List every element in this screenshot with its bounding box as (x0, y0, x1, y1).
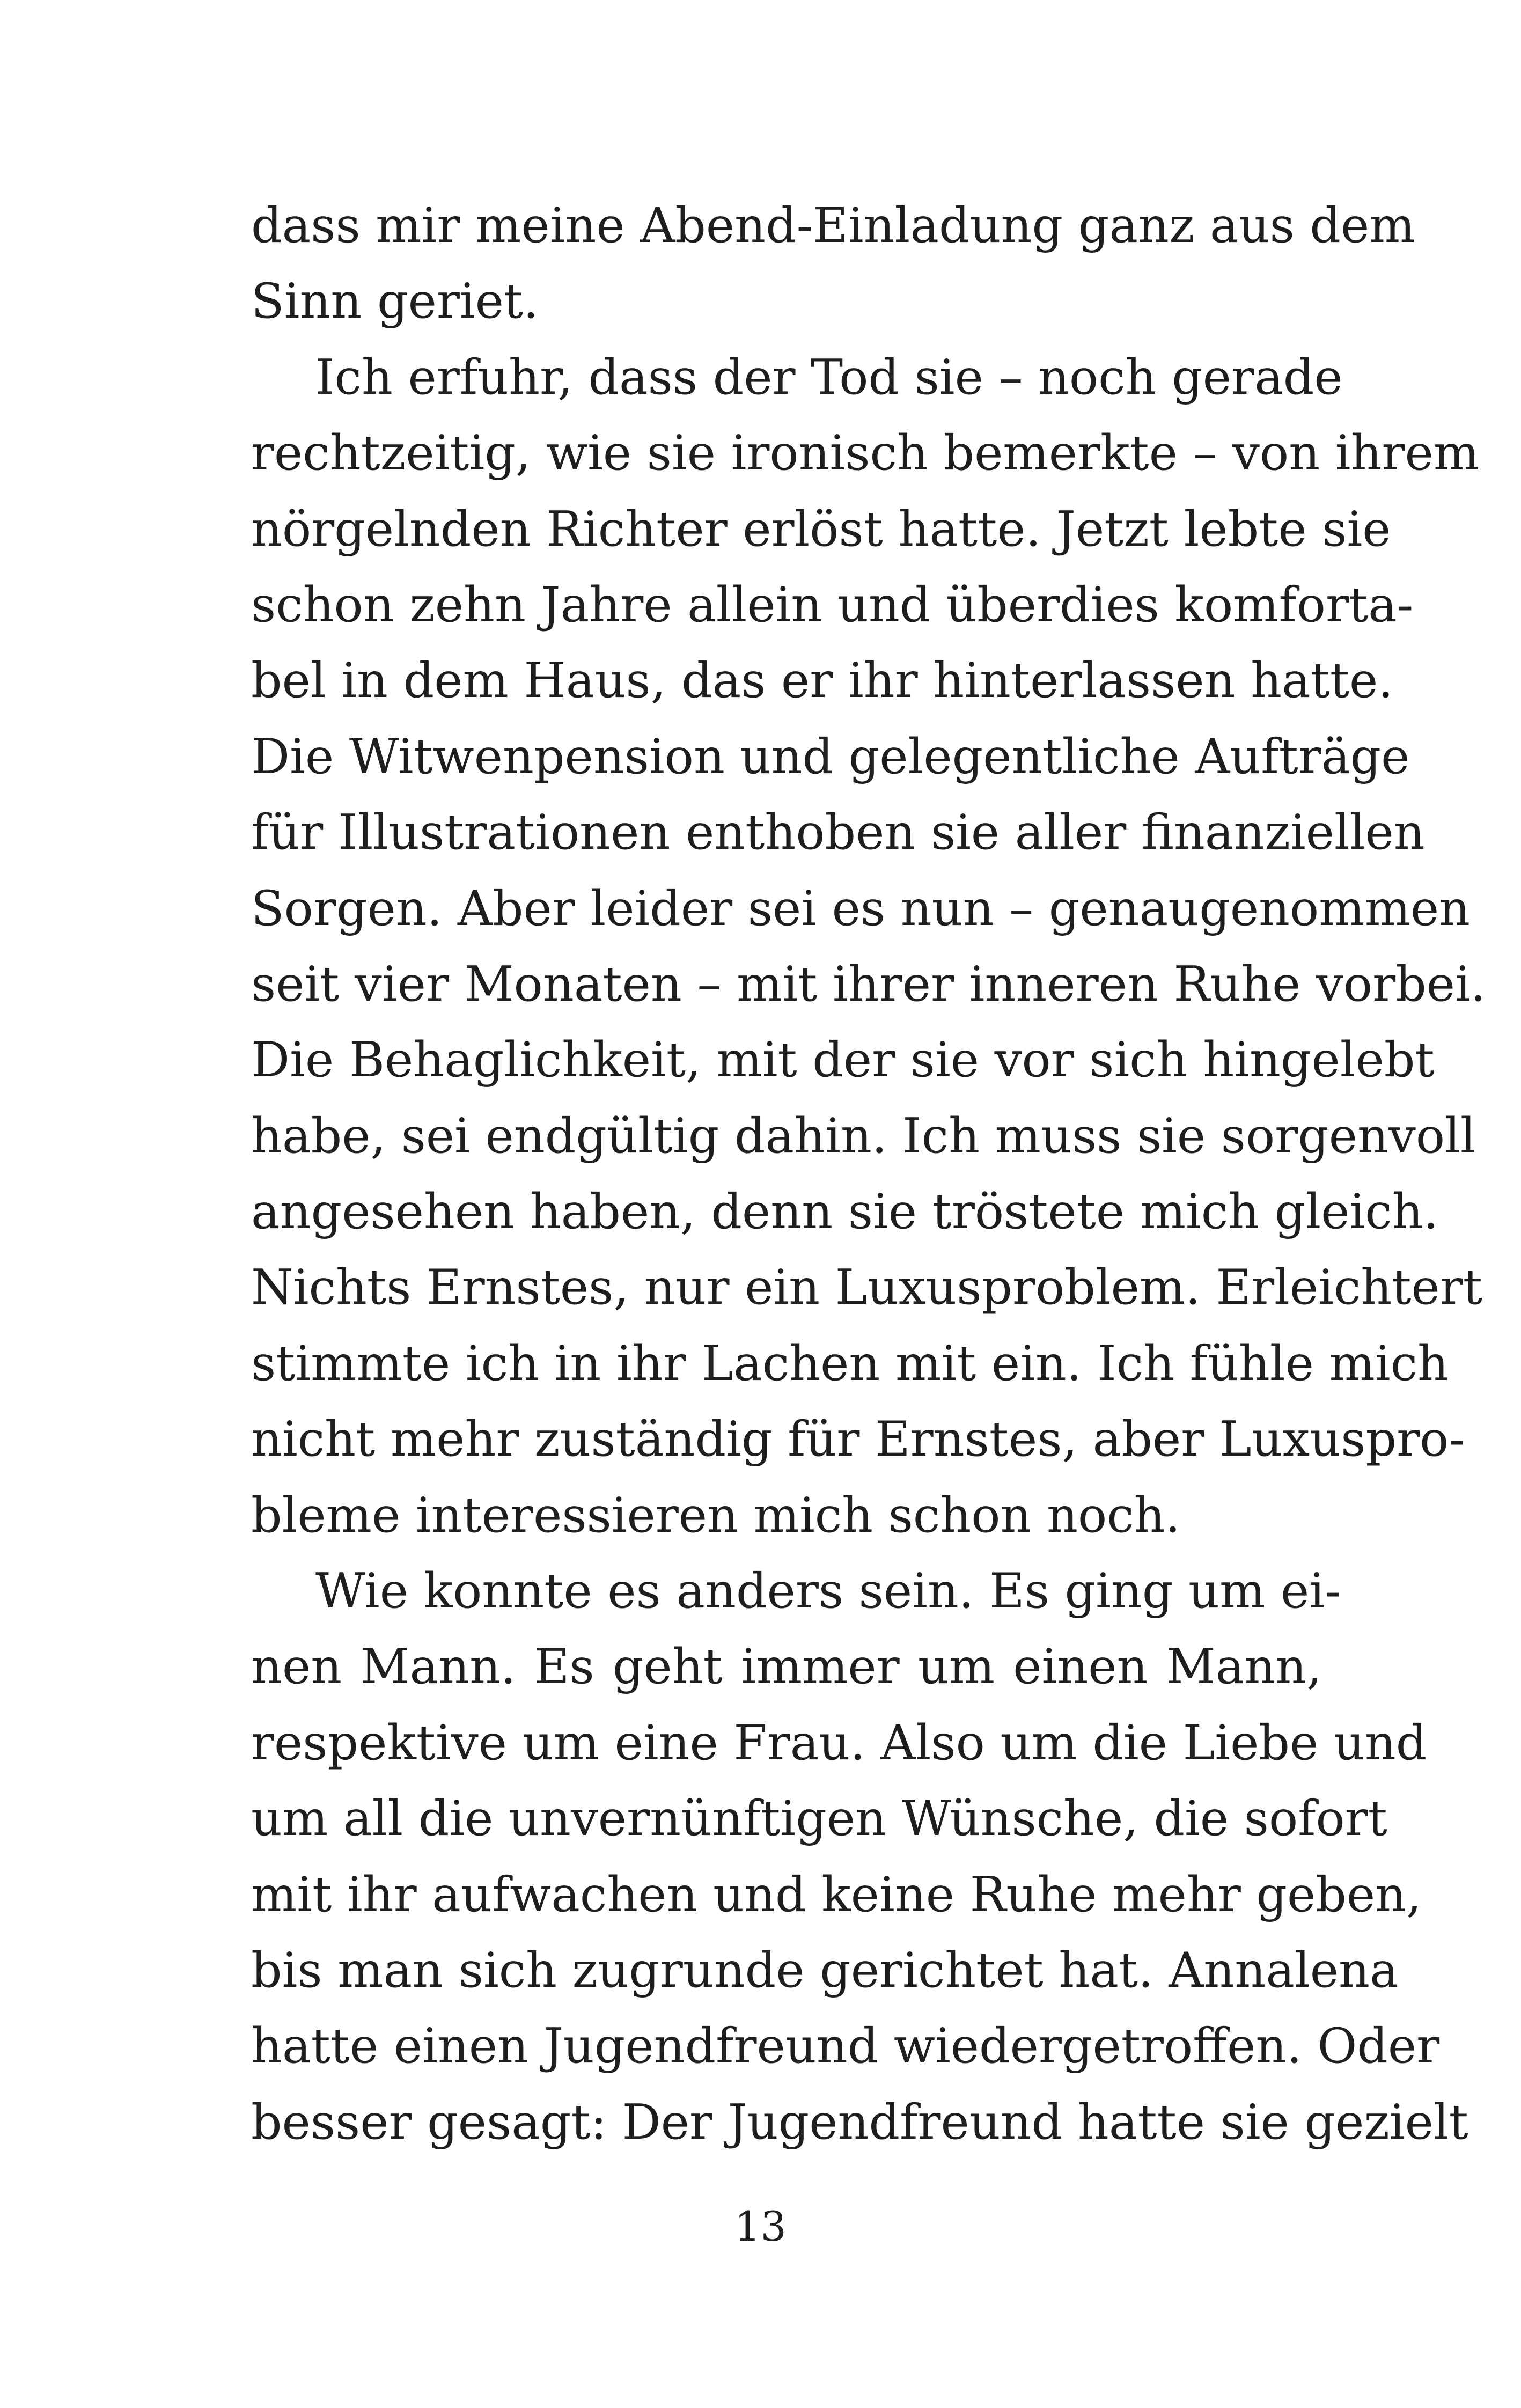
text-line: nicht mehr zuständig für Ernstes, aber Luxuspro- (251, 1411, 1465, 1468)
text-line: bis man sich zugrunde gerichtet hat. Annalena (251, 1942, 1399, 1999)
text-line: um all die unvernünftigen Wünsche, die sofort (251, 1790, 1387, 1847)
paragraph-first-line: Wie konnte es anders sein. Es ging um ei- (315, 1563, 1341, 1620)
text-line: Die Behaglichkeit, mit der sie vor sich hingelebt (251, 1032, 1435, 1089)
text-line: bleme interessieren mich schon noch. (251, 1487, 1181, 1544)
text-line: rechtzeitig, wie sie ironisch bemerkte – von ihrem (251, 425, 1480, 482)
text-line: hatte einen Jugendfreund wiedergetroffen. Oder (251, 2018, 1440, 2075)
text-line: für Illustrationen enthoben sie aller finanziellen (251, 804, 1425, 861)
text-line: dass mir meine Abend-Einladung ganz aus dem (251, 197, 1415, 254)
text-line: stimmte ich in ihr Lachen mit ein. Ich fühle mich (251, 1335, 1449, 1392)
text-line: nörgelnden Richter erlöst hatte. Jetzt lebte sie (251, 501, 1391, 557)
text-line: habe, sei endgültig dahin. Ich muss sie sorgenvoll (251, 1107, 1476, 1164)
text-line: besser gesagt: Der Jugendfreund hatte sie gezielt (251, 2094, 1468, 2150)
text-line: angesehen haben, denn sie tröstete mich gleich. (251, 1184, 1439, 1240)
text-line: Nichts Ernstes, nur ein Luxusproblem. Erleichtert (251, 1259, 1482, 1316)
text-line: nen Mann. Es geht immer um einen Mann, (251, 1639, 1322, 1695)
text-line: Die Witwenpension und gelegentliche Aufträge (251, 728, 1410, 785)
text-line: bel in dem Haus, das er ihr hinterlassen hatte. (251, 652, 1393, 709)
text-line: Sorgen. Aber leider sei es nun – genaugenommen (251, 880, 1471, 937)
text-line: schon zehn Jahre allein und überdies komforta- (251, 576, 1414, 633)
paragraph-first-line: Ich erfuhr, dass der Tod sie – noch gerade (315, 349, 1343, 406)
text-line: mit ihr aufwachen und keine Ruhe mehr geben, (251, 1866, 1422, 1923)
text-line: respektive um eine Frau. Also um die Liebe und (251, 1714, 1427, 1771)
text-line: Sinn geriet. (251, 273, 539, 330)
text-line: seit vier Monaten – mit ihrer inneren Ruhe vorbei. (251, 956, 1486, 1012)
body-text (251, 188, 1486, 2160)
page-number: 13 (734, 2203, 787, 2250)
